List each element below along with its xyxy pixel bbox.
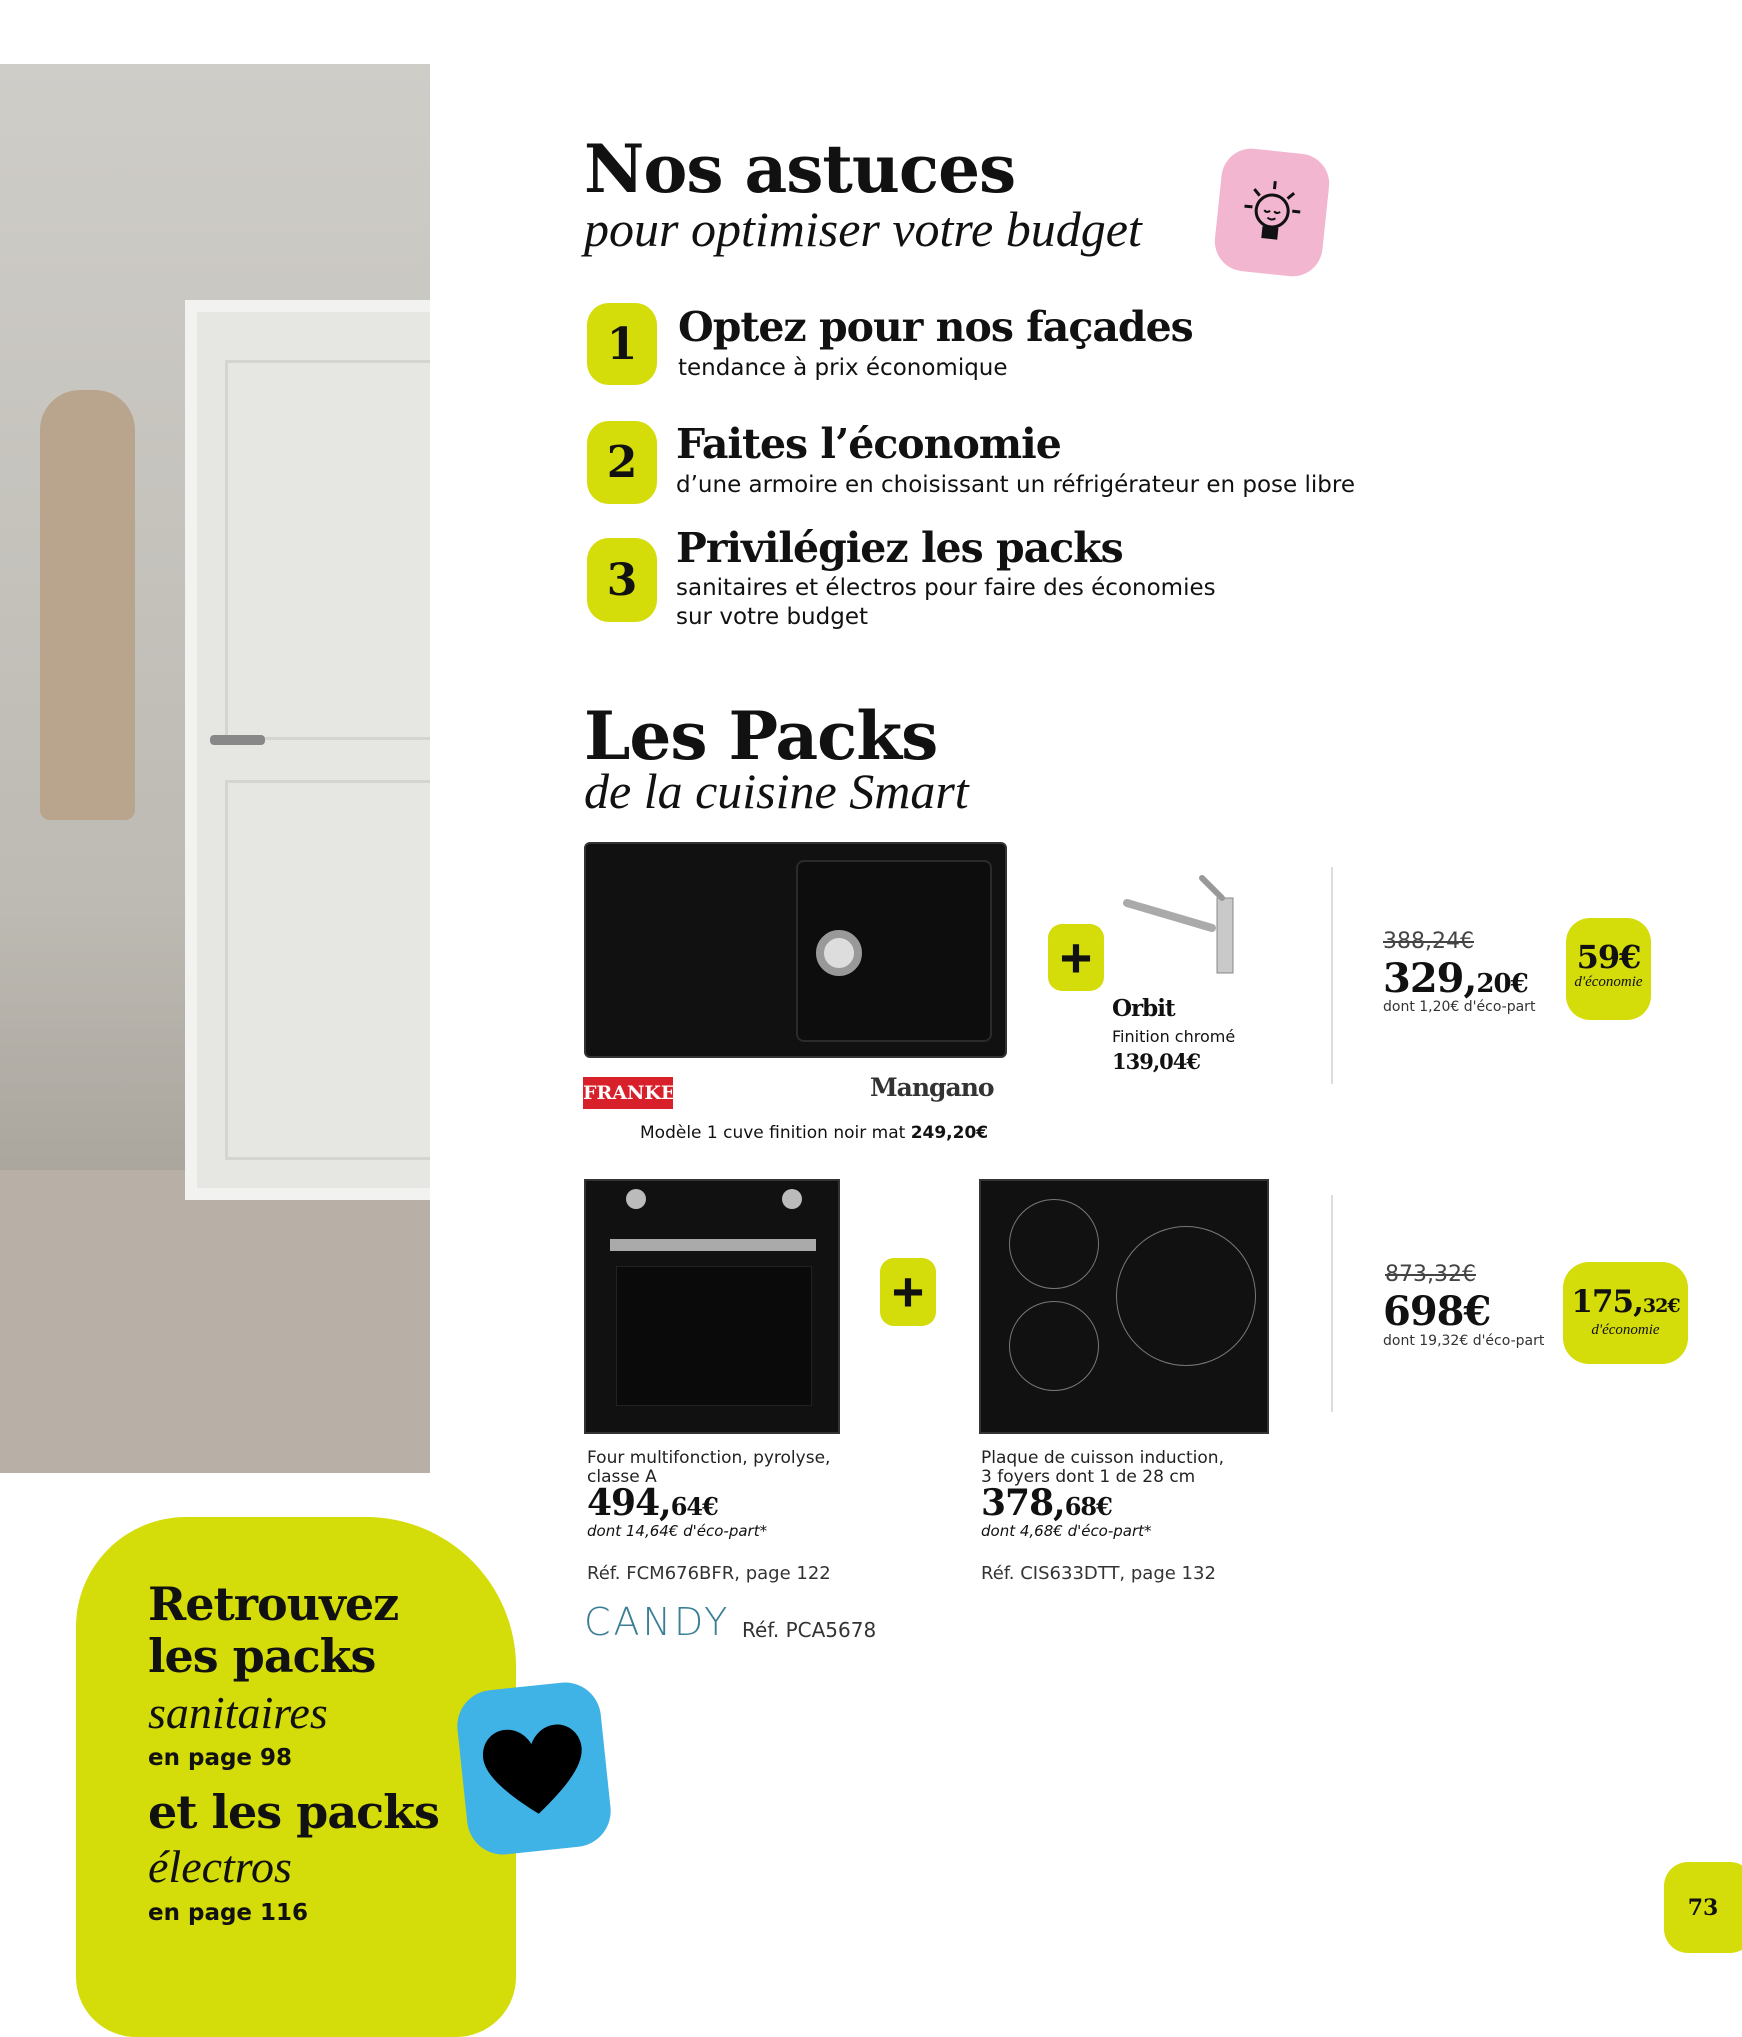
pack2-price: 698€: [1383, 1288, 1491, 1335]
hallway-floor: [0, 1170, 430, 1473]
tip-2-number: 2: [587, 421, 657, 504]
pack2-ref: Réf. PCA5678: [742, 1618, 877, 1642]
candy-logo: CANDY: [584, 1600, 731, 1644]
promo-page-98[interactable]: en page 98: [148, 1745, 293, 1771]
tip-1-desc: tendance à prix économique: [678, 355, 1008, 381]
page-number: 73: [1664, 1862, 1742, 1953]
price-main: 329,: [1383, 955, 1477, 1002]
price-cents: 20€: [1476, 969, 1528, 999]
door-panel: [225, 360, 430, 740]
faucet-image: [1122, 873, 1243, 975]
coat-image: [40, 390, 135, 820]
oven-ref: Réf. FCM676BFR, page 122: [587, 1563, 831, 1584]
faucet-price: 139,04€: [1112, 1049, 1200, 1074]
promo-line-6: électros: [148, 1841, 292, 1892]
oven-image: [584, 1179, 840, 1434]
saving-amount: 59€: [1576, 938, 1641, 976]
divider: [1331, 1195, 1333, 1412]
hob-image: [979, 1179, 1269, 1434]
oven-desc-line2: classe A: [587, 1467, 657, 1487]
packs-title: Les Packs: [584, 697, 938, 775]
franke-logo: FRANKE: [583, 1077, 673, 1109]
pack2-old-price: 873,32€: [1385, 1262, 1476, 1287]
tip-1-number: 1: [587, 303, 657, 385]
price-cents: 68€: [1064, 1492, 1112, 1521]
saving-cents: 32€: [1642, 1295, 1680, 1317]
tip-2-desc: d’une armoire en choisissant un réfrigérateur en pose libre: [676, 472, 1355, 498]
hob-desc-line2: 3 foyers dont 1 de 28 cm: [981, 1467, 1196, 1487]
pack1-saving-badge: [1566, 918, 1651, 1020]
pack2-eco: dont 19,32€ d'éco-part: [1383, 1333, 1545, 1349]
saving-main: 175,: [1571, 1284, 1643, 1320]
sink-price: 249,20€: [910, 1123, 989, 1143]
plus-icon: +: [880, 1258, 936, 1326]
pack2-saving-badge: [1563, 1262, 1688, 1364]
promo-line-5: et les packs: [148, 1785, 439, 1839]
pack1-eco: dont 1,20€ d'éco-part: [1383, 999, 1536, 1015]
heart-badge: [454, 1679, 614, 1858]
tips-subtitle: pour optimiser votre budget: [584, 201, 1142, 257]
door-panel: [225, 780, 430, 1160]
pack1-old-price: 388,24€: [1383, 929, 1474, 954]
sink-desc: [640, 1123, 988, 1143]
price-main: 378,: [981, 1482, 1065, 1524]
heart-icon: [474, 1713, 594, 1824]
oven-desc-line1: Four multifonction, pyrolyse,: [587, 1448, 831, 1468]
sink-desc-text: Modèle 1 cuve finition noir mat: [640, 1123, 906, 1143]
saving-label: d'économie: [1591, 1322, 1660, 1338]
lightbulb-badge: [1212, 146, 1332, 280]
tip-3-number: 3: [587, 538, 657, 622]
tip-1-title: Optez pour nos façades: [678, 303, 1193, 351]
sink-image: [584, 842, 1007, 1058]
hob-desc-line1: Plaque de cuisson induction,: [981, 1448, 1224, 1468]
tip-3-title: Privilégiez les packs: [676, 524, 1123, 572]
plus-icon: +: [1048, 924, 1104, 991]
sink-name: Mangano: [870, 1073, 994, 1102]
packs-subtitle: de la cuisine Smart: [584, 763, 969, 819]
tip-2-title: Faites l’économie: [676, 420, 1061, 468]
pack1-price: [1383, 955, 1528, 1002]
promo-page-116[interactable]: en page 116: [148, 1900, 309, 1926]
tip-3-desc-line1: sanitaires et électros pour faire des économies: [676, 575, 1216, 601]
oven-price: [587, 1482, 718, 1524]
promo-line-3: sanitaires: [148, 1687, 328, 1738]
promo-line-2: les packs: [148, 1629, 376, 1683]
price-cents: 64€: [670, 1492, 718, 1521]
lightbulb-icon: [1236, 169, 1308, 255]
price-main: 494,: [587, 1482, 671, 1524]
hob-eco: dont 4,68€ d'éco-part*: [981, 1522, 1152, 1540]
oven-eco: dont 14,64€ d'éco-part*: [587, 1522, 768, 1540]
faucet-desc: Finition chromé: [1112, 1027, 1236, 1046]
tips-title: Nos astuces: [584, 130, 1016, 208]
promo-line-1: Retrouvez: [148, 1577, 399, 1631]
divider: [1331, 867, 1333, 1084]
hob-price: [981, 1482, 1112, 1524]
tip-3-desc-line2: sur votre budget: [676, 604, 868, 630]
door-handle: [210, 735, 265, 745]
faucet-name: Orbit: [1112, 995, 1175, 1022]
hob-ref: Réf. CIS633DTT, page 132: [981, 1563, 1216, 1584]
saving-label: d'économie: [1574, 974, 1643, 990]
